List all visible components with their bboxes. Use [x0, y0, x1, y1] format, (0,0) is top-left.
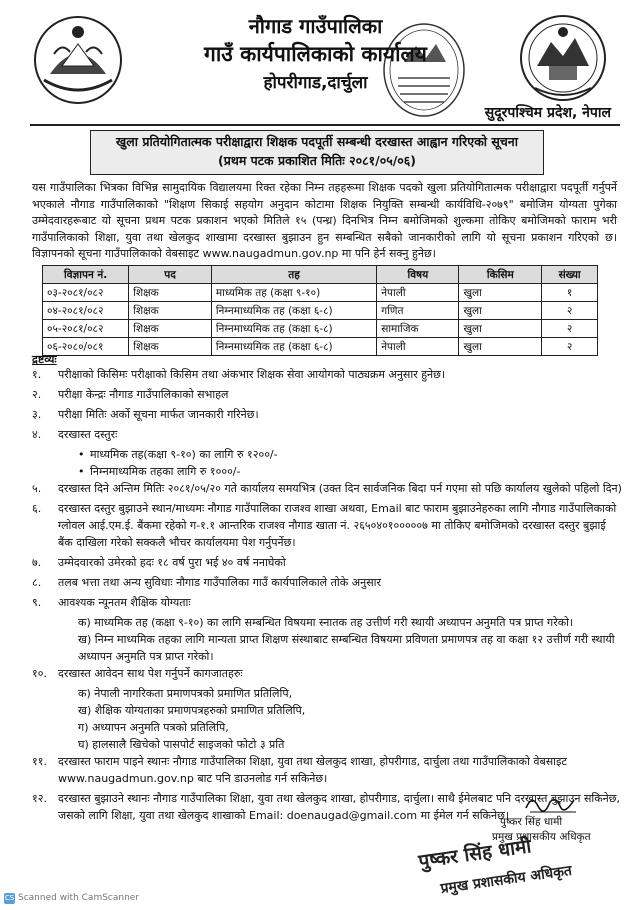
item-text: आवश्यक न्यूनतम शैक्षिक योग्यताः — [58, 596, 191, 609]
cell-post: शिक्षक — [129, 284, 212, 302]
item-text: दरखास्त दस्तुर बुझाउने स्थान/माध्यमः नौगाड गाउँपालिका राजश्व शाखा अथवा, Email बाट फाराम बुझाउनेहरुका लागि नौगाड गाउँपालिकाको ग्लोवल आई.एम.ई. बैंकमा रहेको ग-१.१ आन्तरिक राजश्व नौगाड खाता नं. २६५०४०१०००००७ मा तोकिए बमोजिमको दरखास्त दस्तुर बुझाई बैंक दाखिला गरेको सक्कलै भौचर कार्यालयमा पेश गर्नुपर्नेछ। — [58, 502, 617, 549]
document-item: क) नेपाली नागरिकता प्रमाणपत्रको प्रमाणित प्रतिलिपि, — [78, 687, 293, 700]
list-item — [32, 574, 622, 591]
cell-level: निम्नमाध्यमिक तह (कक्षा ६-८) — [211, 302, 376, 320]
table-header-row — [43, 266, 598, 284]
item-number: १०. — [32, 667, 47, 680]
item-number: ३. — [32, 408, 42, 421]
cell-post: शिक्षक — [129, 302, 212, 320]
item-number: ११. — [32, 755, 47, 768]
notes-heading: द्रष्टव्यः — [32, 353, 57, 366]
cell-type: खुला — [459, 320, 542, 338]
cell-level: निम्नमाध्यमिक तह (कक्षा ६-८) — [211, 338, 376, 356]
cell-ad-number: ०३-२०८१/०८२ — [43, 284, 129, 302]
qualification-secondary: क) माध्यमिक तह (कक्षा ९-१०) का लागि सम्बन्धित विषयमा स्नातक तह उत्तीर्ण गरी स्थायी अध्यापन अनुमति पत्र प्राप्त गरेको। — [78, 616, 574, 629]
list-item — [32, 554, 622, 571]
cell-subject: गणित — [377, 302, 459, 320]
cell-ad-number: ०५-२०८१/०८२ — [43, 320, 129, 338]
item-text: परीक्षा केन्द्रः नौगाड गाउँपालिकाको सभाहल — [58, 388, 229, 401]
cell-type: खुला — [459, 284, 542, 302]
camscanner-icon: CS — [4, 894, 15, 902]
header-divider — [30, 124, 620, 126]
column-header: विज्ञापन नं. — [43, 266, 129, 284]
table-row — [43, 320, 598, 338]
table-row — [43, 284, 598, 302]
province-name: सुदूरपश्चिम प्रदेश, नेपाल — [484, 105, 611, 121]
cell-level: माध्यमिक तह (कक्षा ९-१०) — [211, 284, 376, 302]
list-item — [32, 665, 622, 682]
cell-subject: नेपाली — [377, 284, 459, 302]
cell-count: २ — [542, 302, 598, 320]
office-location: होपरीगाड,दार्चुला — [263, 73, 368, 93]
notice-title: खुला प्रतियोगितात्मक परीक्षाद्वारा शिक्षक पदपूर्ती सम्बन्धी दरखास्त आह्वान गरिएको सूचना — [116, 134, 518, 149]
cell-count: २ — [542, 320, 598, 338]
item-number: ७. — [32, 556, 42, 569]
cell-count: २ — [542, 338, 598, 356]
notes-list — [32, 366, 622, 827]
list-item — [32, 594, 622, 611]
item-text: परीक्षा मितिः अर्को सूचना मार्फत जानकारी गरिनेछ। — [58, 408, 259, 421]
fee-item-secondary: • माध्यमिक तह(कक्षा ९-१०) का लागि रु १२००/- — [32, 446, 622, 463]
name-stamp: पुष्कर सिंह धामी — [417, 835, 533, 873]
item-text: दरखास्त फाराम पाइने स्थानः नौगाड गाउँपालिका शिक्षा, युवा तथा खेलकुद शाखा, होपरीगाड, दार्चुला तथा गाउँपालिकाको वेबसाइट www.naugadmun.gov.np बाट पनि डाउनलोड गर्न सकिनेछ। — [58, 755, 567, 785]
cell-subject: नेपाली — [377, 338, 459, 356]
item-text: दरखास्त दस्तुरः — [58, 428, 118, 441]
signatory-title: प्रमुख प्रशासकीय अधिकृत — [492, 831, 591, 843]
column-header: विषय — [377, 266, 459, 284]
list-item — [32, 500, 622, 551]
vacancy-table — [42, 265, 598, 356]
fee-item-lower-secondary: • निम्नमाध्यमिक तहका लागि रु १०००/- — [32, 463, 622, 480]
item-number: २. — [32, 388, 42, 401]
cell-count: १ — [542, 284, 598, 302]
list-item — [32, 426, 622, 443]
item-number: ९. — [32, 596, 42, 609]
list-item — [32, 753, 622, 787]
cell-ad-number: ०४-२०८१/०८२ — [43, 302, 129, 320]
item-number: ६. — [32, 502, 42, 515]
item-number: १२. — [32, 792, 47, 805]
title-stamp: प्रमुख प्रशासकीय अधिकृत — [439, 862, 573, 898]
item-number: ५. — [32, 482, 42, 495]
list-item — [32, 366, 622, 383]
column-header: संख्या — [542, 266, 598, 284]
list-item — [32, 386, 622, 403]
table-row — [43, 302, 598, 320]
column-header: पद — [129, 266, 212, 284]
notice-title-box — [90, 130, 544, 175]
item-number: ८. — [32, 576, 42, 589]
scanner-text: Scanned with CamScanner — [18, 893, 140, 903]
cell-post: शिक्षक — [129, 338, 212, 356]
item-text: तलब भत्ता तथा अन्य सुविधाः नौगाड गाउँपालिका गाउँ कार्यपालिकाले तोके अनुसार — [58, 576, 381, 589]
cell-type: खुला — [459, 302, 542, 320]
document-item: ग) अध्यापन अनुमति पत्रको प्रतिलिपि, — [78, 721, 229, 734]
cell-level: निम्नमाध्यमिक तह (कक्षा ६-८) — [211, 320, 376, 338]
scanner-watermark — [4, 893, 139, 904]
signatory-name: पुष्कर सिंह धामी — [500, 816, 563, 828]
handwritten-signature — [522, 790, 582, 816]
item-number: ४. — [32, 428, 42, 441]
item-text: दरखास्त आवेदन साथ पेश गर्नुपर्ने कागजातहरुः — [58, 667, 243, 680]
document-item: ख) शैक्षिक योग्यताका प्रमाणपत्रहरुको प्रमाणित प्रतिलिपि, — [78, 704, 306, 717]
list-item — [32, 406, 622, 423]
municipality-name: नौगाड गाउँपालिका — [248, 14, 383, 38]
item-text: उम्मेदवारको उमेरको हदः १८ वर्ष पुरा भई ४० वर्ष ननाघेको — [58, 556, 286, 569]
list-item — [32, 480, 622, 497]
column-header: तह — [211, 266, 376, 284]
item-text: दरखास्त बुझाउने स्थानः नौगाड गाउँपालिका शिक्षा, युवा तथा खेलकुद शाखा, होपरीगाड, दार्चुला। साथै ईमेलबाट पनि दरखास्त बुझाउन सकिनेछ, जसको लागि शिक्षा, युवा तथा खेलकुद शाखाको Email: doenaugad@gmail.com मा ईमेल गर्न सकिनेछ। — [58, 792, 620, 822]
qualification-lower-secondary: ख) निम्न माध्यमिक तहका लागि मान्यता प्राप्त शिक्षण संस्थाबाट सम्बन्धित विषयमा प्रविणता प्रमाणपत्र तह वा कक्षा १२ उत्तीर्ण गरी स्थायी अध्यापन अनुमति पत्र प्राप्त गरेको। — [78, 633, 615, 663]
item-text: दरखास्त दिने अन्तिम मितिः २०८१/०५/२० गते कार्यालय समयभित्र (उक्त दिन सार्वजनिक बिदा पर्न गएमा सो पछि कार्यालय खुलेको पहिलो दिन) — [58, 482, 622, 495]
item-number: १. — [32, 368, 42, 381]
office-name: गाउँ कार्यपालिकाको कार्यालय — [204, 42, 427, 66]
cell-ad-number: ०६-२०८०/०८१ — [43, 338, 129, 356]
cell-post: शिक्षक — [129, 320, 212, 338]
column-header: किसिम — [459, 266, 542, 284]
document-item: घ) हालसालै खिचेको पासपोर्ट साइजको फोटो ३ प्रति — [78, 738, 285, 751]
notice-date: (प्रथम पटक प्रकाशित मितिः २०८१/०५/०६) — [218, 153, 416, 168]
intro-paragraph: यस गाउँपालिका भित्रका विभिन्न सामुदायिक विद्यालयमा रिक्त रहेका निम्न तहहरूमा शिक्षक पदको खुला प्रतियोगितात्मक परीक्षाद्वारा पदपूर्ती गर्नुपर्ने भएकाले नौगाड गाउँपालिकाको "शिक्षण सिकाई सहयोग अनुदान कोटामा शिक्षक नियुक्ति सम्बन्धी कार्यविधि-२०७९" बमोजिम योग्यता पुगेका उम्मेदवारहरूबाट यो सूचना प्रथम पटक प्रकाशन भएको मितिले १५ (पन्ध्र) दिनभित्र निम्न बमोजिमको शुल्कमा तोकिए बमोजिमको फाराम भरी गाउँपालिकाको शिक्षा, युवा तथा खेलकुद शाखामा दरखास्त बुझाउन हुन सम्बन्धित सबैको जानकारीको लागि यो सूचना प्रकाशन गरिएको छ। विज्ञापनको सूचना गाउँपालिकाको वेबसाइट www.naugadmun.gov.np मा पनि हेर्न सक्नु हुनेछ। — [32, 181, 617, 260]
cell-subject: सामाजिक — [377, 320, 459, 338]
table-row — [43, 338, 598, 356]
item-text: परीक्षाको किसिमः परीक्षाको किसिम तथा अंकभार शिक्षक सेवा आयोगको पाठ्यक्रम अनुसार हुनेछ। — [58, 368, 446, 381]
cell-type: खुला — [459, 338, 542, 356]
